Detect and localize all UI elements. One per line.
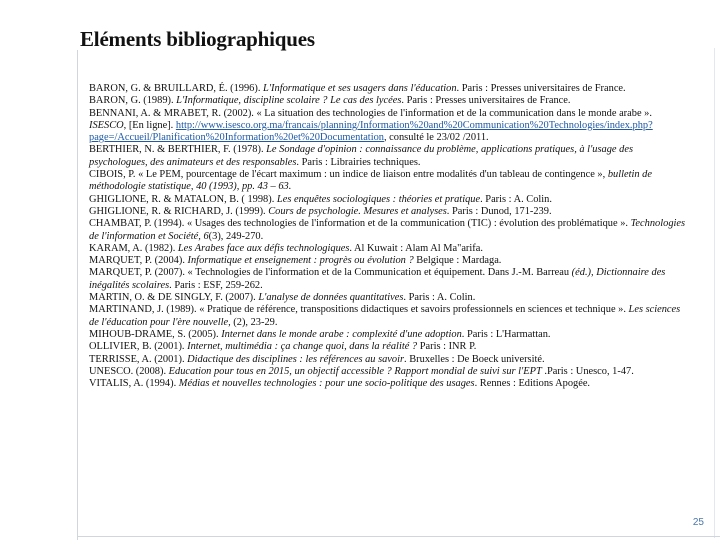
reference-entry <box>89 95 691 107</box>
reference-text: . Paris : Dunod, 171-239. <box>446 205 552 217</box>
reference-text: GHIGLIONE, R. & MATALON, B. ( 1998). <box>89 193 277 205</box>
reference-text: MARTINAND, J. (1989). « Pratique de référence, transpositions didactiques et savoirs professionnels en sciences et technique ». <box>89 304 629 316</box>
reference-text: . Al Kuwait : Alam Al Ma"arifa. <box>349 242 483 254</box>
reference-text: UNESCO. (2008). <box>89 365 169 377</box>
reference-text: . Rennes : Editions Apogée. <box>474 378 591 390</box>
reference-italic-text: Internet, multimédia : ça change quoi, dans la réalité ? <box>187 341 418 353</box>
reference-entry <box>89 267 691 292</box>
reference-text: . Bruxelles : De Boeck université. <box>404 353 545 365</box>
reference-italic-text: L'Informatique, discipline scolaire ? Le cas des lycées <box>176 95 402 107</box>
reference-entry <box>89 304 691 329</box>
reference-text: BENNANI, A. & MRABET, R. (2002). « La situation des technologies de l'information et de la communication dans le monde arabe ». <box>89 107 652 119</box>
reference-italic-text: Cours de psychologie. Mesures et analyses <box>268 205 447 217</box>
reference-italic-text: Les Arabes face aux défis technologiques <box>177 242 350 254</box>
reference-text: . Paris : A. Colin. <box>480 193 552 205</box>
reference-list <box>89 83 691 390</box>
right-divider-line <box>714 48 715 538</box>
reference-text: , [En ligne]. <box>123 119 176 131</box>
reference-text: OLLIVIER, B. (2001). <box>89 341 188 353</box>
reference-entry <box>89 194 691 206</box>
reference-italic-text: Didactique des disciplines : les références au savoir <box>187 353 405 365</box>
reference-text: (2), 23-29. <box>230 316 278 328</box>
reference-text: MARQUET, P. (2007). « Technologies de l'information et de la Communication et équipement. Dans J.-M. Barreau <box>89 267 572 279</box>
reference-text: . Paris : ESF, 259-262. <box>169 279 263 291</box>
reference-italic-text: (éd.), Dictionnaire des inégalités scolaires <box>89 267 666 291</box>
reference-text: . Paris : A. Colin. <box>403 292 476 304</box>
reference-text: .Paris : Unesco, 1-47. <box>541 365 634 377</box>
page-number: 25 <box>692 517 704 528</box>
reference-text: GHIGLIONE, R. & RICHARD, J. (1999). <box>89 205 269 217</box>
reference-text: Paris : INR P. <box>417 341 477 353</box>
reference-text: VITALIS, A. (1994). <box>89 378 179 390</box>
reference-italic-text: ISESCO <box>89 119 124 131</box>
reference-entry <box>89 108 691 145</box>
reference-link[interactable]: http://www.isesco.org.ma/francais/planning/Information%20and%20Communication%20Technologies/index.php?page=/Accueil/Planification%20Information%20et%20Documentation <box>89 119 653 144</box>
reference-text: BARON, G. & BRUILLARD, É. (1996). <box>89 83 264 94</box>
reference-text: CHAMBAT, P. (1994). « Usages des technologies de l'information et de la communication (TIC) : évolution des problématique ». <box>89 218 631 230</box>
reference-italic-text: Technologies de l'information et Société, 6 <box>89 218 686 242</box>
reference-entry <box>89 218 691 243</box>
reference-text: . Paris : Presses universitaires de France. <box>456 83 626 94</box>
reference-text: . Paris : Librairies techniques. <box>296 156 421 168</box>
reference-text: BARON, G. (1989). <box>89 95 177 107</box>
reference-italic-text: Education pour tous en 2015, un objectif accessible ? Rapport mondial de suivi sur l'EPT <box>168 365 542 377</box>
reference-entry <box>89 255 691 267</box>
reference-text: MARQUET, P. (2004). <box>89 255 188 267</box>
reference-italic-text: Les enquêtes sociologiques : théories et pratique <box>276 193 481 205</box>
left-divider-line <box>77 50 78 540</box>
bottom-divider-line <box>77 536 720 537</box>
reference-italic-text: bulletin de méthodologie statistique, 40 (1993), pp. 43 – 63. <box>89 169 652 193</box>
reference-entry <box>89 243 691 255</box>
reference-text: . Paris : Presses universitaires de France. <box>401 95 571 107</box>
slide-title: Eléments bibliographiques <box>80 27 315 51</box>
reference-italic-text: Le Sondage d'opinion : connaissance du problème, applications pratiques, à l'usage des psychologues, des animateurs et des responsables <box>89 144 633 168</box>
reference-entry <box>89 83 691 95</box>
reference-text: CIBOIS, P. « Le PEM, pourcentage de l'écart maximum : un indice de liaison entre modalités d'un tableau de contingence », <box>89 169 608 181</box>
reference-entry <box>89 206 691 218</box>
reference-italic-text: Les sciences de l'éducation pour l'ère nouvelle, <box>89 304 681 328</box>
reference-entry <box>89 292 691 304</box>
reference-entry <box>89 378 691 390</box>
reference-entry <box>89 366 691 378</box>
reference-text: BERTHIER, N. & BERTHIER, F. (1978). <box>89 144 267 156</box>
reference-italic-text: Informatique et enseignement : progrès ou évolution ? <box>187 255 414 267</box>
reference-text: . Paris : L'Harmattan. <box>461 328 551 340</box>
reference-italic-text: L'Informatique et ses usagers dans l'éducation <box>263 83 457 94</box>
reference-italic-text: Médias et nouvelles technologies : pour une socio-politique des usages <box>178 378 475 390</box>
reference-entry <box>89 169 691 194</box>
reference-text: , consulté le 23/02 /2011. <box>383 132 489 144</box>
reference-text: KARAM, A. (1982). <box>89 242 178 254</box>
reference-entry <box>89 354 691 366</box>
reference-text: MIHOUB-DRAME, S. (2005). <box>89 328 222 340</box>
reference-entry <box>89 144 691 169</box>
reference-text: TERRISSE, A. (2001). <box>89 353 188 365</box>
reference-italic-text: Internet dans le monde arabe : complexité d'une adoption <box>221 328 462 340</box>
reference-italic-text: L'analyse de données quantitatives <box>258 292 404 304</box>
reference-text: MARTIN, O. & DE SINGLY, F. (2007). <box>89 292 259 304</box>
reference-entry <box>89 329 691 341</box>
reference-entry <box>89 341 691 353</box>
reference-text: (3), 249-270. <box>208 230 264 242</box>
reference-text: Belgique : Mardaga. <box>413 255 502 267</box>
